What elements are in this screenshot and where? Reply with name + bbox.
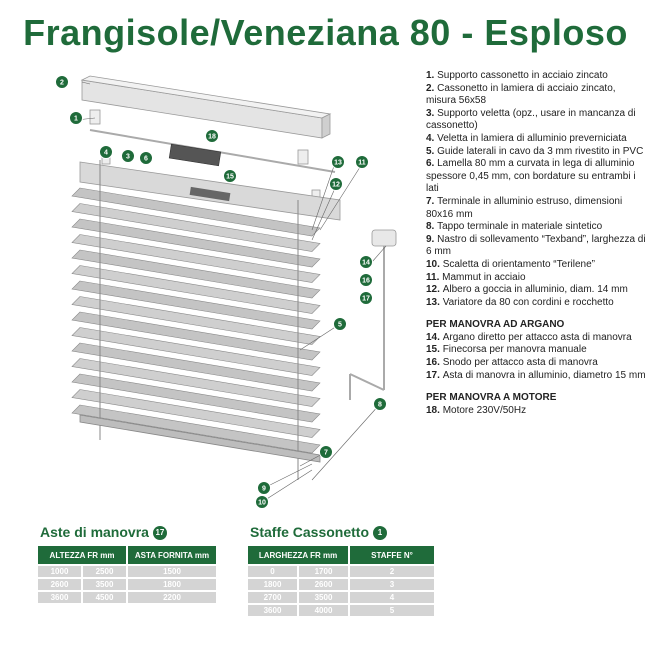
aste-header-altezza: ALTEZZA FR mm xyxy=(38,546,126,564)
staffe-header-larghezza: LARGHEZZA FR mm xyxy=(248,546,348,564)
table-cell: 4 xyxy=(350,592,434,603)
legend-item xyxy=(426,234,648,259)
legend-main xyxy=(426,70,648,309)
staffe-title xyxy=(250,524,387,540)
callout-badge xyxy=(330,178,343,191)
staffe-title-text: Staffe Cassonetto xyxy=(250,524,370,540)
legend-item-number: 11. xyxy=(426,271,443,283)
table-cell: 2 xyxy=(350,566,434,577)
table-row xyxy=(248,592,434,603)
table-cell: 3 xyxy=(350,579,434,590)
callout-badge xyxy=(258,482,271,495)
aste-title xyxy=(40,524,167,540)
legend-item-text: Tappo terminale in materiale sintetico xyxy=(437,221,603,233)
legend-item-number: 13. xyxy=(426,296,443,308)
callout-badge xyxy=(320,446,333,459)
section-motore: PER MANOVRA A MOTORE xyxy=(426,392,557,404)
legend-item-text: Asta di manovra in alluminio, diametro 15 mm xyxy=(442,369,646,381)
legend-item-number: 14. xyxy=(426,331,443,343)
table-cell: 1500 xyxy=(128,566,216,577)
legend-item-number: 2. xyxy=(426,82,438,94)
legend-item xyxy=(426,196,648,221)
callout-badge xyxy=(334,318,347,331)
legend-item-number: 10. xyxy=(426,258,443,270)
table-cell: 3600 xyxy=(38,592,81,603)
legend-item-number: 5. xyxy=(426,145,438,157)
callout-label: 12 xyxy=(332,181,340,189)
table-cell: 2700 xyxy=(248,592,297,603)
legend-item-number: 7. xyxy=(426,195,438,207)
page-title: Frangisole/Veneziana 80 - Esploso xyxy=(23,12,628,53)
legend-item-text: Finecorsa per manovra manuale xyxy=(442,344,587,356)
table-row xyxy=(38,579,216,590)
table-cell: 3500 xyxy=(83,579,126,590)
callout-label: 3 xyxy=(126,153,130,161)
table-cell: 2200 xyxy=(128,592,216,603)
callout-label: 10 xyxy=(258,499,266,507)
aste-header-asta: ASTA FORNITA mm xyxy=(128,546,216,564)
aste-badge: 17 xyxy=(153,526,167,540)
legend-item-text: Cassonetto in lamiera di acciaio zincato, misura 56x58 xyxy=(426,82,616,107)
callout-badge xyxy=(140,152,153,165)
legend-item-text: Nastro di sollevamento “Texband”, larghezza di 6 mm xyxy=(426,233,646,258)
legend-item-text: Snodo per attacco asta di manovra xyxy=(442,357,598,369)
legend-item-number: 12. xyxy=(426,284,443,296)
legend-item-number: 18. xyxy=(426,404,443,416)
legend-item xyxy=(426,370,648,383)
table-cell: 0 xyxy=(248,566,297,577)
legend-item xyxy=(426,344,648,357)
callout-label: 13 xyxy=(334,159,342,167)
table-cell: 1000 xyxy=(38,566,81,577)
legend-item xyxy=(426,332,648,345)
legend-item-number: 6. xyxy=(426,158,438,170)
callout-badge xyxy=(224,170,237,183)
legend-item-number: 17. xyxy=(426,369,443,381)
callout-label: 17 xyxy=(362,295,370,303)
legend-item xyxy=(426,83,648,108)
callout-label: 2 xyxy=(60,79,64,87)
legend-item-text: Motore 230V/50Hz xyxy=(442,404,527,416)
legend-item-number: 8. xyxy=(426,221,438,233)
callout-label: 6 xyxy=(144,155,148,163)
table-cell: 4000 xyxy=(299,605,348,616)
tables-area xyxy=(0,520,651,650)
table-cell: 2600 xyxy=(38,579,81,590)
legend-item-text: Scaletta di orientamento “Terilene” xyxy=(442,258,595,270)
legend-item xyxy=(426,158,648,196)
legend-item xyxy=(426,297,648,310)
exploded-diagram xyxy=(50,70,420,507)
callout-badge xyxy=(100,146,113,159)
callout-label: 9 xyxy=(262,485,266,493)
callout-label: 14 xyxy=(362,259,370,267)
callout-label: 18 xyxy=(208,133,216,141)
legend-item-number: 9. xyxy=(426,233,438,245)
callout-badge xyxy=(206,130,219,143)
callout-label: 11 xyxy=(358,159,366,167)
table-cell: 1800 xyxy=(248,579,297,590)
staffe-header-n: STAFFE N° xyxy=(350,546,434,564)
table-cell: 5 xyxy=(350,605,434,616)
legend-item xyxy=(426,146,648,159)
table-row xyxy=(38,566,216,577)
bottom-rail xyxy=(80,415,320,462)
legend-item xyxy=(426,133,648,146)
legend-item xyxy=(426,70,648,83)
callout-label: 16 xyxy=(362,277,370,285)
legend-item xyxy=(426,272,648,285)
legend-item xyxy=(426,221,648,234)
legend-item-text: Veletta in lamiera di alluminio preverniciata xyxy=(437,132,627,144)
legend-item xyxy=(426,357,648,370)
crank-assembly xyxy=(350,230,396,400)
table-row xyxy=(248,566,434,577)
callout-badge xyxy=(356,156,369,169)
legend-item-text: Supporto cassonetto in acciaio zincato xyxy=(437,70,608,81)
legend-item-text: Guide laterali in cavo da 3 mm rivestito in PVC xyxy=(437,145,644,157)
legend-item xyxy=(426,405,648,418)
legend-item-number: 3. xyxy=(426,107,438,119)
legend-item-text: Terminale in alluminio estruso, dimensioni 80x16 mm xyxy=(426,195,623,220)
section-argano: PER MANOVRA AD ARGANO xyxy=(426,319,565,331)
legend-item-text: Lamella 80 mm a curvata in lega di alluminio spessore 0,45 mm, con bordature su entrambi i lati xyxy=(426,158,636,195)
aste-title-text: Aste di manovra xyxy=(40,524,149,540)
table-row xyxy=(248,605,434,616)
table-row xyxy=(248,579,434,590)
table-cell: 3500 xyxy=(299,592,348,603)
callout-label: 5 xyxy=(338,321,342,329)
slats xyxy=(72,188,320,453)
legend-item-text: Mammut in acciaio xyxy=(442,271,526,283)
table-cell: 4500 xyxy=(83,592,126,603)
callout-badge xyxy=(360,274,373,287)
callout-badge xyxy=(122,150,135,163)
staffe-badge: 1 xyxy=(373,526,387,540)
legend-item-text: Supporto veletta (opz., usare in mancanza di cassonetto) xyxy=(426,107,636,132)
callout-badge xyxy=(360,256,373,269)
legend-item-text: Variatore da 80 con cordini e rocchetto xyxy=(442,296,614,308)
legend-item-number: 16. xyxy=(426,357,443,369)
table-row xyxy=(38,592,216,603)
callout-badge xyxy=(360,292,373,305)
table-cell: 2500 xyxy=(83,566,126,577)
callout-label: 7 xyxy=(324,449,328,457)
legend-motore xyxy=(426,405,648,418)
legend-item-number: 1. xyxy=(426,70,438,81)
callout-badge xyxy=(374,398,387,411)
callout-label: 8 xyxy=(378,401,382,409)
legend-item-text: Albero a goccia in alluminio, diam. 14 mm xyxy=(442,284,628,296)
legend-item-number: 15. xyxy=(426,344,443,356)
table-cell: 1700 xyxy=(299,566,348,577)
callout-label: 4 xyxy=(104,149,108,157)
legend-argano xyxy=(426,332,648,382)
table-cell: 3600 xyxy=(248,605,297,616)
callout-badge xyxy=(256,496,269,509)
legend xyxy=(426,70,648,417)
legend-item xyxy=(426,259,648,272)
callout-label: 15 xyxy=(226,173,234,181)
staffe-table xyxy=(246,544,436,618)
callout-label: 1 xyxy=(74,115,78,123)
legend-item-text: Argano diretto per attacco asta di manovra xyxy=(442,331,632,343)
aste-table xyxy=(36,544,218,605)
callout-badge xyxy=(56,76,69,89)
callout-badge xyxy=(70,112,83,125)
legend-item-number: 4. xyxy=(426,132,438,144)
legend-item xyxy=(426,284,648,297)
callout-badge xyxy=(332,156,345,169)
table-cell: 2600 xyxy=(299,579,348,590)
legend-item xyxy=(426,108,648,133)
table-cell: 1800 xyxy=(128,579,216,590)
cassonetto-box xyxy=(82,76,330,138)
